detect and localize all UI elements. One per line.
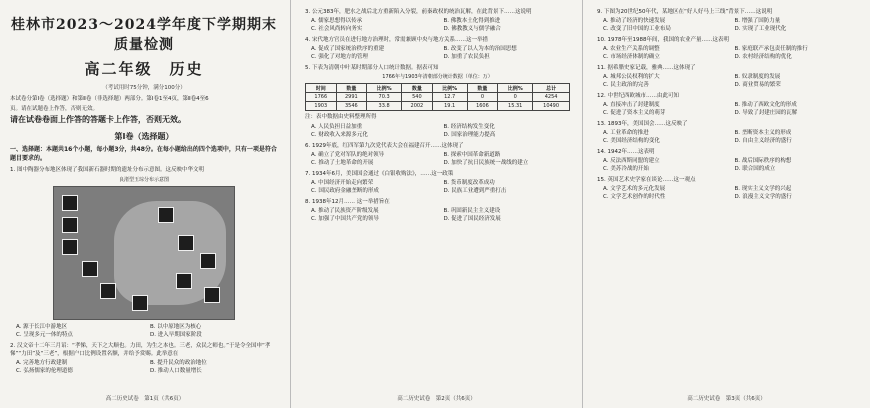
question-15: 15. 英国艺术史学家在谈论……这一观点 [597,177,696,183]
page-footer: 高二历史试卷 第3页（共6页） [687,396,766,402]
artifact-image [176,273,192,289]
option: A. 促成了国家统治秩序的重建 [311,46,385,52]
option: A. 直接冲击了封建制度 [603,102,660,108]
option: A. 完善地方行政建制 [16,360,68,366]
option: B. 垄断资本主义的形成 [734,130,792,136]
option: A. 儒家思想得以传承 [311,18,363,24]
option: B. 佛教本土化得到推进 [443,18,501,24]
option: B. 巩固新民主主义建设 [443,208,501,214]
page-3 [582,0,870,408]
option: D. 实现了工业现代化 [734,26,787,32]
exam-title: 桂林市2023～2024学年度下学期期末质量检测 [11,17,277,53]
option: B. 以中原地区为核心 [150,324,202,330]
instruction-line: 页。请在试题卷上作答，否则无效。 [10,106,99,112]
option: C. 文学艺术创作的时代性 [603,194,666,200]
instruction-line: 本试卷分第Ⅰ卷（选择题）和第Ⅱ卷（非选择题）两部分。第Ⅰ卷1至4页，第Ⅱ卷4至6 [10,96,209,102]
table-header-cell: 数量 [402,84,433,93]
option: C. 推动了土地革命的开展 [311,160,374,166]
table-header-cell: 总计 [533,84,570,93]
table-row [306,102,570,111]
question-10-options [597,45,860,61]
exam-note: （考试用时75分钟，满分100分） [102,85,186,91]
table-caption: 1766年与1903年清朝部分统计数据（单位：万） [382,74,493,80]
option: C. 促进了资本主义的萌芽 [603,110,666,116]
table-header-cell: 比例% [498,84,533,93]
question-6: 6. 1929年底，红四军第九次党代表大会在福建召开……这体现了 [305,143,464,149]
option: C. 呈现多元一体的特点 [16,332,73,338]
question-8: 8. 1938年12月…… 这一举措旨在 [305,199,390,205]
statistics-table [305,83,570,111]
question-3: 3. 公元383年，肥水之战后北方重新陷入分裂，前秦政权的统治瓦解，在此背景下……这说明 [305,9,532,15]
question-9-options [597,17,860,33]
question-12-options [597,101,860,117]
option: D. 浪漫主义文学的盛行 [734,194,792,200]
artifact-image [200,253,216,269]
question-1-options [10,323,278,339]
option: C. 加强了中国共产党的领导 [311,216,379,222]
artifact-image [62,195,78,211]
artifact-image [132,295,148,311]
option: A. 源于长江中游地区 [16,324,68,330]
artifact-image [100,283,116,299]
question-11-options [597,73,860,89]
question-4-options [305,45,570,61]
table-cell: 2991 [336,93,367,102]
map-caption: 良渚型玉琮分布示意图 [118,177,169,183]
option: B. 推动了西欧文化的形成 [734,102,797,108]
option: B. 改变了以人为本的治国思想 [443,46,517,52]
part-title: 第Ⅰ卷（选择题） [114,132,174,141]
option: D. 农村经济结构的优化 [734,54,792,60]
artifact-image [62,217,78,233]
artifact-image [178,235,194,251]
artifact-image [204,287,220,303]
option: A. 工业革命的推进 [603,130,649,136]
option: A. 农业生产关系的调整 [603,46,660,52]
option: B. 家庭联产承包责任制的推行 [734,46,808,52]
option: C. 改变了旧中国的工业布局 [603,26,671,32]
option: B. 现实主义文学的兴起 [734,186,792,192]
option: B. 探索中国革命新道路 [443,152,501,158]
table-note: 注：表中数据由史料整理所得 [305,114,377,120]
artifact-image [62,239,78,255]
option: A. 城邦公民权利的扩大 [603,74,660,80]
artifact-image [82,261,98,277]
page-2 [290,0,582,408]
option: D. 加快了抗日民族统一战线的建立 [443,160,529,166]
option: C. 弘扬儒家的伦理道德 [16,368,73,374]
option: B. 战后国际秩序的构想 [734,158,792,164]
option: D. 商业贸易的繁荣 [734,82,781,88]
option: D. 进入早期国家阶段 [150,332,202,338]
table-cell: 1766 [306,93,337,102]
question-5-options [305,123,570,139]
question-10: 10. 1978年至1988年间，我国的农业产量……这表明 [597,37,729,43]
question-9: 9. 下图为20世纪50年代，某地区在“好人好马上三线”背景下……这说明 [597,9,773,15]
table-row [306,93,570,102]
option: C. 美国经济结构的变化 [603,138,660,144]
table-cell: 540 [402,93,433,102]
page-footer: 高二历史试卷 第1页（共6页） [105,396,185,402]
option: D. 国家治理能力提高 [443,132,496,138]
option: D. 民族工业遭到严重打击 [443,188,507,194]
question-7: 7. 1934年6月，美国国会通过《白银收购法》，……这一政策 [305,171,454,177]
table-cell: 3546 [336,102,367,111]
table-cell: 0 [498,93,533,102]
question-14: 14. 1942年……这表明 [597,149,655,155]
option: D. 促进了国民经济发展 [443,216,501,222]
question-6-options [305,151,570,167]
option: C. 财政收入来源多元化 [311,132,368,138]
page-footer: 高二历史试卷 第2页（共6页） [397,396,476,402]
option: A. 推动了民族资产阶级发展 [311,208,379,214]
table-cell: 12.7 [432,93,467,102]
question-7-options [305,179,570,195]
option: B. 货币制度改革成功 [443,180,495,186]
table-cell: 1606 [467,102,498,111]
option: D. 导致了封建庄园的瓦解 [734,110,798,116]
page-1 [0,0,290,408]
question-15-options [597,185,860,201]
distribution-map [53,186,235,320]
table-header-cell: 时间 [306,84,337,93]
option: A. 人民负担日益加重 [311,124,363,130]
table-cell: 33.8 [367,102,402,111]
question-13: 13. 1893年，美国国会……这反映了 [597,121,688,127]
artifact-image [158,207,174,223]
table-cell: 15.31 [498,102,533,111]
option: B. 经济结构发生变化 [443,124,495,130]
option: C. 国民政府金融垄断的形成 [311,188,379,194]
question-14-options [597,157,860,173]
question-5: 5. 下表为清朝中叶某时期部分人口统计数据。据表可知 [305,65,439,71]
question-2: 2. 汉文帝十二年三月诏：“孝悌，天下之大顺也。力田，为生之本也。三老，众民之师也。”于是令全国申“孝悌”“力田”及“三老”，根据户口比例设置名额，并给予赏赐。此举意在 [10,343,271,357]
table-cell: 2002 [402,102,433,111]
option: A. 推动了经济的快速发展 [603,18,666,24]
option: D. 佛教教义与儒学融合 [443,26,501,32]
table-cell: 19.1 [432,102,467,111]
table-cell: 1903 [306,102,337,111]
question-4: 4. 宋代地方官员在进行地方治理时，常需兼顾中央与地方关系……这一举措 [305,37,488,43]
option: A. 文学艺术的多元化发展 [603,186,666,192]
option: D. 加重了农民负担 [443,54,490,60]
option: B. 增强了国防力量 [734,18,781,24]
option: C. 市场经济体制的确立 [603,54,660,60]
table-cell: 70.3 [367,93,402,102]
table-cell: 4254 [533,93,570,102]
option: A. 确立了党对军队的绝对领导 [311,152,385,158]
table-header-cell: 数量 [336,84,367,93]
table-header-cell: 比例% [432,84,467,93]
table-header-cell: 比例% [367,84,402,93]
question-12: 12. 中世纪西欧城市……由此可知 [597,93,679,99]
question-2-options [10,359,278,375]
question-11: 11. 据希腊史家记载，雅典……这体现了 [597,65,696,71]
option: D. 联合国的成立 [734,166,776,172]
option: C. 美苏冷战的开始 [603,166,649,172]
question-13-options [597,129,860,145]
question-8-options [305,207,570,223]
option: A. 反法西斯同盟的建立 [603,158,660,164]
option: C. 社会风尚转向务实 [311,26,363,32]
table-cell: 0 [467,93,498,102]
question-3-options [305,17,570,33]
option: B. 提升民众的政治地位 [150,360,207,366]
grade-subject: 高二年级 历史 [84,60,204,78]
option: C. 强化了对地方的管理 [311,54,368,60]
option: D. 推动人口数量增长 [150,368,202,374]
section-title: 一、选择题：本题共16个小题，每小题3分，共48分。在每小题给出的四个选项中，只有一项是符合题目要求的。 [10,146,277,162]
table-header-row [306,84,570,93]
table-header-cell: 数量 [467,84,498,93]
question-1: 1. 图中陶器分布地区体现了我国新石器时期的遗址分布示意图。这反映中华文明 [10,167,204,173]
option: A. 中国经济开始走向繁荣 [311,180,374,186]
option: D. 自由主义经济的盛行 [734,138,792,144]
table-cell: 10490 [533,102,570,111]
answer-notice: 请在试卷卷面上作答的答题卡上作答，否则无效。 [10,115,186,124]
option: C. 民主政治的完善 [603,82,649,88]
option: B. 奴隶制度的发展 [734,74,781,80]
